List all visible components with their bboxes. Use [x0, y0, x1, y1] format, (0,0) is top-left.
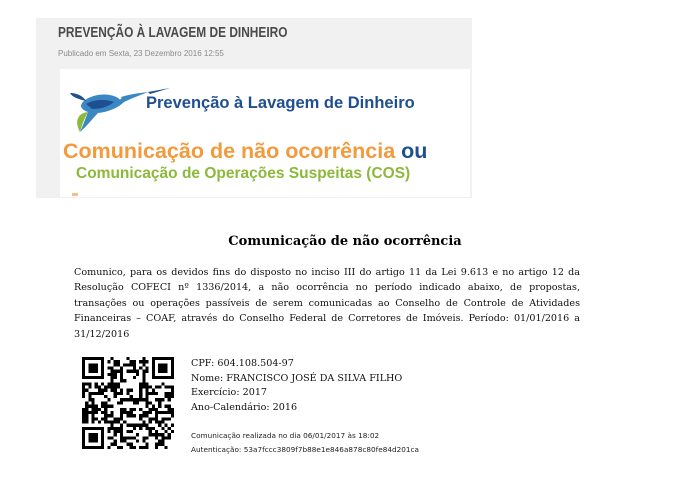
authentication-code: Autenticação: 53a7fccc3809f7b88e1e846a878c80fe84d201ca — [191, 444, 420, 454]
banner-image — [60, 69, 470, 197]
banner-decoration — [72, 193, 78, 196]
banner-headline — [63, 139, 427, 164]
qr-code-icon — [82, 357, 174, 449]
cpf-line: CPF: 604.108.504-97 — [191, 358, 294, 369]
communication-date: Comunicação realizada no dia 06/01/2017 às 18:02 — [191, 431, 380, 440]
document-body: Comunico, para os devidos fins do disposto no inciso III do artigo 11 da Lei 9.613 e no artigo 12 da Resolução COFECI nº 1336/2014, a não ocorrência no período indicado abaixo, de propostas, transações ou operações passíveis de serem comunicadas ao Conselho de Controle de Atividades Financeiras – COAF, através do Conselho Federal de Corretores de Imóveis. Período: 01/01/2016 a 31/12/2016 — [74, 267, 580, 340]
calendar-year-line: Ano-Calendário: 2016 — [191, 401, 298, 413]
post-title[interactable]: PREVENÇÃO À LAVAGEM DE DINHEIRO — [58, 25, 288, 41]
post-date: Publicado em Sexta, 23 Dezembro 2016 12:55 — [58, 49, 224, 58]
banner-title: Prevenção à Lavagem de Dinheiro — [146, 94, 415, 112]
banner-headline-main: Comunicação de não ocorrência — [63, 139, 396, 163]
banner-headline-conjunction: ou — [395, 139, 428, 163]
banner-subheadline: Comunicação de Operações Suspeitas (COS) — [76, 165, 411, 182]
name-line: Nome: FRANCISCO JOSÉ DA SILVA FILHO — [191, 372, 403, 384]
communication-meta — [191, 429, 419, 457]
exercise-line: Exercício: 2017 — [191, 387, 268, 399]
declarant-info — [191, 357, 402, 415]
document-heading: Comunicação de não ocorrência — [228, 234, 462, 249]
